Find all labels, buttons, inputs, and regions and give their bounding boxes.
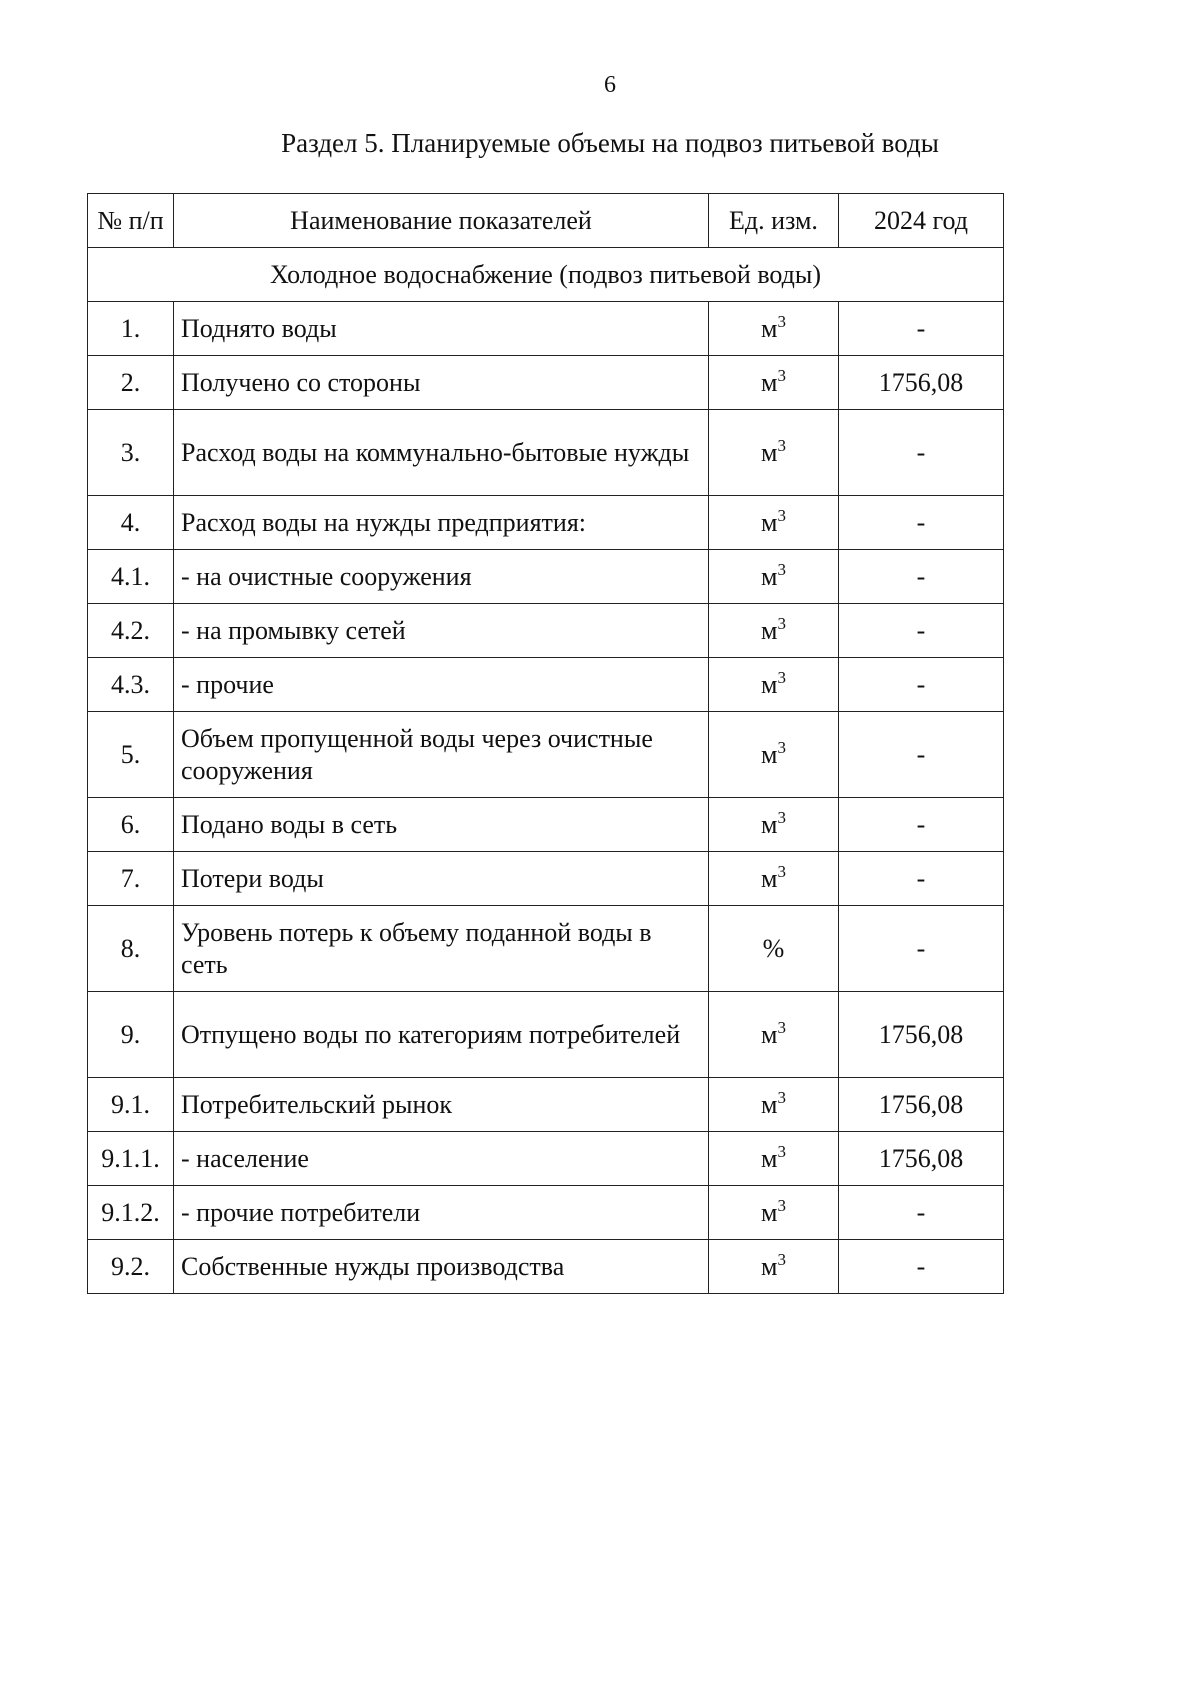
row-value: 1756,08 [839,992,1004,1078]
table-row [88,356,1004,410]
unit-text: м [761,1019,778,1049]
row-unit [709,906,839,992]
unit-sup: 3 [777,613,786,633]
row-unit [709,302,839,356]
row-value: - [839,1186,1004,1240]
row-unit [709,712,839,798]
row-unit [709,356,839,410]
row-num: 4.2. [88,604,174,658]
row-name: - население [174,1132,709,1186]
row-name: Потребительский рынок [174,1078,709,1132]
row-num: 6. [88,798,174,852]
row-unit [709,1186,839,1240]
table-row [88,852,1004,906]
unit-text: м [761,313,778,343]
row-value: - [839,302,1004,356]
header-name: Наименование показателей [174,194,709,248]
row-num: 9.2. [88,1240,174,1294]
row-value: - [839,852,1004,906]
row-value: - [839,798,1004,852]
table-row [88,496,1004,550]
unit-text: м [761,1251,778,1281]
unit-sup: 3 [777,1249,786,1269]
row-name: Уровень потерь к объему поданной воды в сеть [174,906,709,992]
table-row [88,906,1004,992]
planned-volumes-table [87,193,1004,1294]
table-row [88,798,1004,852]
table-row [88,302,1004,356]
row-value: 1756,08 [839,1132,1004,1186]
row-num: 4.3. [88,658,174,712]
unit-text: м [761,437,778,467]
table-row [88,658,1004,712]
section-title: Раздел 5. Планируемые объемы на подвоз питьевой воды [281,128,939,158]
row-unit [709,496,839,550]
unit-sup: 3 [777,1087,786,1107]
row-name: Отпущено воды по категориям потребителей [174,992,709,1078]
table-row [88,1186,1004,1240]
row-num: 3. [88,410,174,496]
row-value: 1756,08 [839,1078,1004,1132]
row-name: Объем пропущенной воды через очистные сооружения [174,712,709,798]
row-name: Подано воды в сеть [174,798,709,852]
row-unit [709,1132,839,1186]
unit-sup: 3 [777,311,786,331]
row-unit [709,604,839,658]
table-row [88,604,1004,658]
header-year: 2024 год [839,194,1004,248]
unit-sup: 3 [777,807,786,827]
page-number: 6 [604,72,616,98]
unit-text: м [761,739,778,769]
unit-text: м [761,507,778,537]
row-name: Получено со стороны [174,356,709,410]
row-unit [709,992,839,1078]
row-value: 1756,08 [839,356,1004,410]
unit-text: м [761,615,778,645]
unit-text: м [761,669,778,699]
row-value: - [839,550,1004,604]
row-value: - [839,496,1004,550]
row-name: Расход воды на коммунально-бытовые нужды [174,410,709,496]
unit-text: м [761,1197,778,1227]
unit-sup: 3 [777,1017,786,1037]
row-name: Потери воды [174,852,709,906]
row-value: - [839,410,1004,496]
row-num: 9.1. [88,1078,174,1132]
row-num: 9. [88,992,174,1078]
unit-text: % [762,933,785,963]
row-unit [709,1240,839,1294]
unit-sup: 3 [777,737,786,757]
row-value: - [839,604,1004,658]
row-num: 4.1. [88,550,174,604]
table-row [88,410,1004,496]
header-unit: Ед. изм. [709,194,839,248]
row-unit [709,1078,839,1132]
row-name: Расход воды на нужды предприятия: [174,496,709,550]
row-num: 8. [88,906,174,992]
table-row [88,1132,1004,1186]
row-value: - [839,1240,1004,1294]
row-unit [709,798,839,852]
table-row [88,1078,1004,1132]
row-name: - прочие [174,658,709,712]
table-row [88,712,1004,798]
unit-sup: 3 [777,435,786,455]
row-value: - [839,906,1004,992]
row-unit [709,852,839,906]
unit-sup: 3 [777,559,786,579]
row-value: - [839,712,1004,798]
row-num: 1. [88,302,174,356]
unit-text: м [761,809,778,839]
row-num: 9.1.1. [88,1132,174,1186]
table-section-row [88,248,1004,302]
row-name: - на промывку сетей [174,604,709,658]
row-unit [709,410,839,496]
row-num: 4. [88,496,174,550]
unit-sup: 3 [777,667,786,687]
unit-sup: 3 [777,365,786,385]
unit-sup: 3 [777,1195,786,1215]
table-row [88,1240,1004,1294]
unit-text: м [761,561,778,591]
header-num: № п/п [88,194,174,248]
row-name: Собственные нужды производства [174,1240,709,1294]
table-row [88,550,1004,604]
unit-text: м [761,1089,778,1119]
unit-text: м [761,367,778,397]
row-unit [709,658,839,712]
row-num: 7. [88,852,174,906]
row-name: - на очистные сооружения [174,550,709,604]
unit-text: м [761,1143,778,1173]
row-name: - прочие потребители [174,1186,709,1240]
unit-sup: 3 [777,1141,786,1161]
row-num: 2. [88,356,174,410]
table-header-row [88,194,1004,248]
unit-text: м [761,863,778,893]
row-unit [709,550,839,604]
unit-sup: 3 [777,505,786,525]
table-row [88,992,1004,1078]
unit-sup: 3 [777,861,786,881]
section-heading: Холодное водоснабжение (подвоз питьевой воды) [88,248,1004,302]
row-num: 5. [88,712,174,798]
row-num: 9.1.2. [88,1186,174,1240]
row-value: - [839,658,1004,712]
row-name: Поднято воды [174,302,709,356]
